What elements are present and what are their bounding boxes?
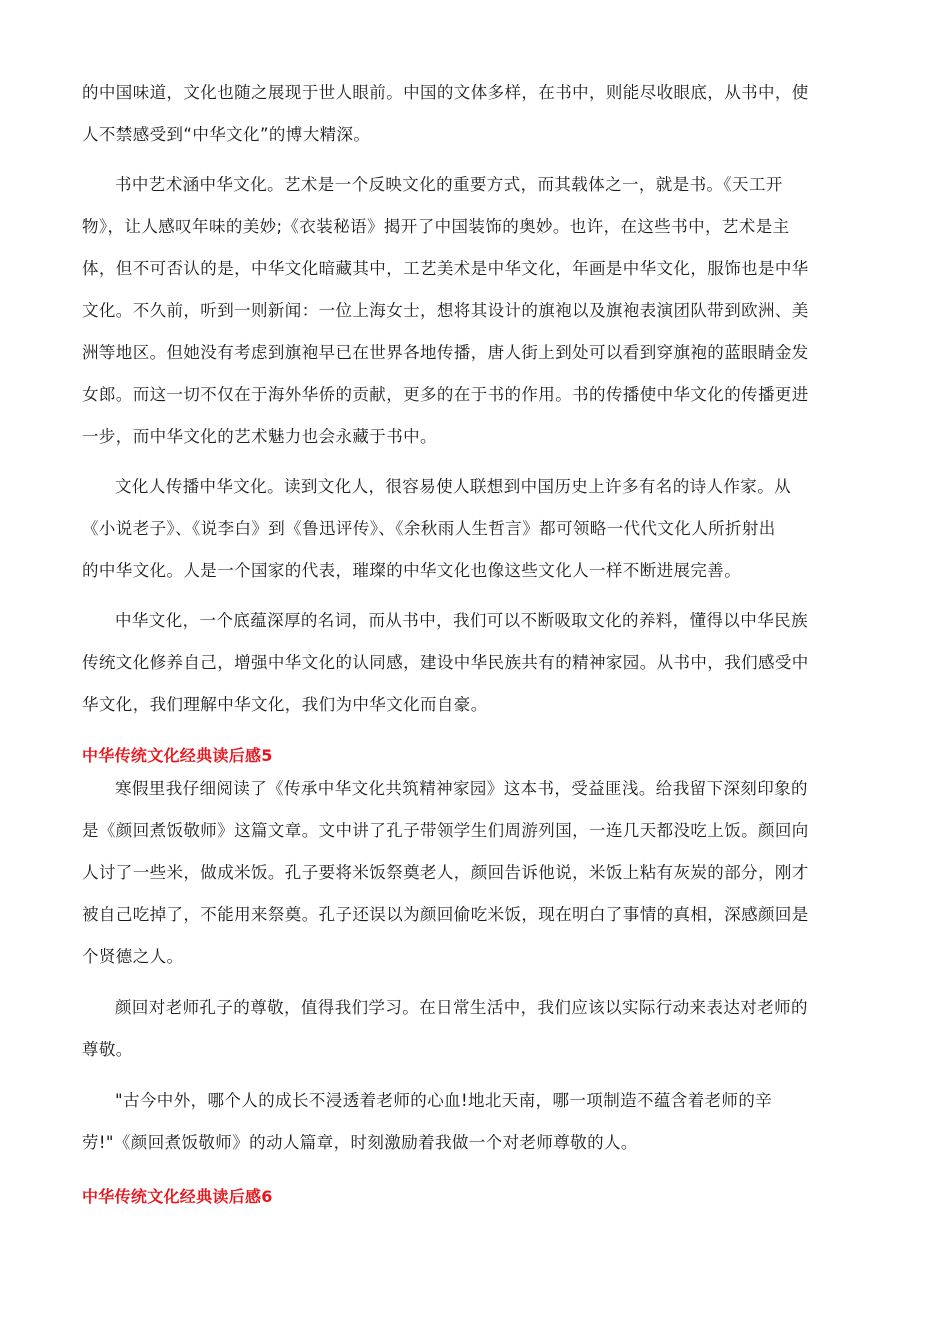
paragraph-5: [82, 768, 872, 978]
paragraph-7: [82, 1080, 872, 1164]
paragraph-4: [82, 600, 872, 726]
paragraph-line: 一步，而中华文化的艺术魅力也会永藏于书中。: [82, 427, 437, 446]
paragraph-line: 《小说老子》、《说李白》到《鲁迅评传》、《余秋雨人生哲言》都可领略一代代文化人所折射出: [82, 519, 776, 538]
paragraph-2: [82, 164, 872, 458]
paragraph-line: 的中华文化。人是一个国家的代表，璀璨的中华文化也像这些文化人一样不断进展完善。: [82, 561, 742, 580]
paragraph-line: 个贤德之人。: [82, 947, 184, 966]
paragraph-line: 体，但不可否认的是，中华文化暗藏其中，工艺美术是中华文化，年画是中华文化，服饰也是中华: [82, 259, 809, 278]
paragraph-1: [82, 72, 872, 156]
paragraph-line: 寒假里我仔细阅读了《传承中华文化共筑精神家园》这本书，受益匪浅。给我留下深刻印象的: [115, 779, 808, 798]
paragraph-line: 人不禁感受到“中华文化”的博大精深。: [82, 125, 371, 144]
paragraph-line: 中华文化，一个底蕴深厚的名词，而从书中，我们可以不断吸取文化的养料，懂得以中华民族: [115, 611, 808, 630]
paragraph-line: 被自己吃掉了，不能用来祭奠。孔子还误以为颜回偷吃米饭，现在明白了事情的真相，深感颜回是: [82, 905, 809, 924]
paragraph-line: 文化人传播中华文化。读到文化人，很容易使人联想到中国历史上许多有名的诗人作家。从: [115, 477, 791, 496]
paragraph-line: 华文化，我们理解中华文化，我们为中华文化而自豪。: [82, 695, 488, 714]
paragraph-line: 文化。不久前，听到一则新闻：一位上海女士，想将其设计的旗袍以及旗袍表演团队带到欧洲、美: [82, 301, 809, 320]
paragraph-line: 劳!"《颜回煮饭敬师》的动人篇章，时刻激励着我做一个对老师尊敬的人。: [82, 1133, 638, 1152]
section-heading-6: 中华传统文化经典读后感6: [82, 1187, 273, 1206]
section-heading-5: 中华传统文化经典读后感5: [82, 746, 273, 765]
paragraph-line: 的中国味道，文化也随之展现于世人眼前。中国的文体多样，在书中，则能尽收眼底，从书中，使: [82, 83, 809, 102]
paragraph-line: 颜回对老师孔子的尊敬，值得我们学习。在日常生活中，我们应该以实际行动来表达对老师的: [115, 998, 808, 1017]
paragraph-line: 尊敬。: [82, 1040, 133, 1059]
paragraph-line: 传统文化修养自己，增强中华文化的认同感，建设中华民族共有的精神家园。从书中，我们感受中: [82, 653, 809, 672]
paragraph-line: 书中艺术涵中华文化。艺术是一个反映文化的重要方式，而其载体之一，就是书。《天工开: [115, 175, 783, 194]
paragraph-line: 物》，让人感叹年味的美妙;《衣装秘语》揭开了中国装饰的奥妙。也许，在这些书中，艺术是主: [82, 217, 790, 236]
paragraph-line: 洲等地区。但她没有考虑到旗袍早已在世界各地传播，唐人街上到处可以看到穿旗袍的蓝眼睛金发: [82, 343, 809, 362]
paragraph-line: "古今中外，哪个人的成长不浸透着老师的心血!地北天南，哪一项制造不蕴含着老师的辛: [115, 1091, 773, 1110]
paragraph-line: 人讨了一些米，做成米饭。孔子要将米饭祭奠老人，颜回告诉他说，米饭上粘有灰炭的部分，刚才: [82, 863, 809, 882]
paragraph-line: 女郎。而这一切不仅在于海外华侨的贡献，更多的在于书的作用。书的传播使中华文化的传播更进: [82, 385, 809, 404]
paragraph-3: [82, 466, 872, 592]
paragraph-line: 是《颜回煮饭敬师》这篇文章。文中讲了孔子带领学生们周游列国，一连几天都没吃上饭。颜回向: [82, 821, 809, 840]
paragraph-6: [82, 987, 872, 1071]
